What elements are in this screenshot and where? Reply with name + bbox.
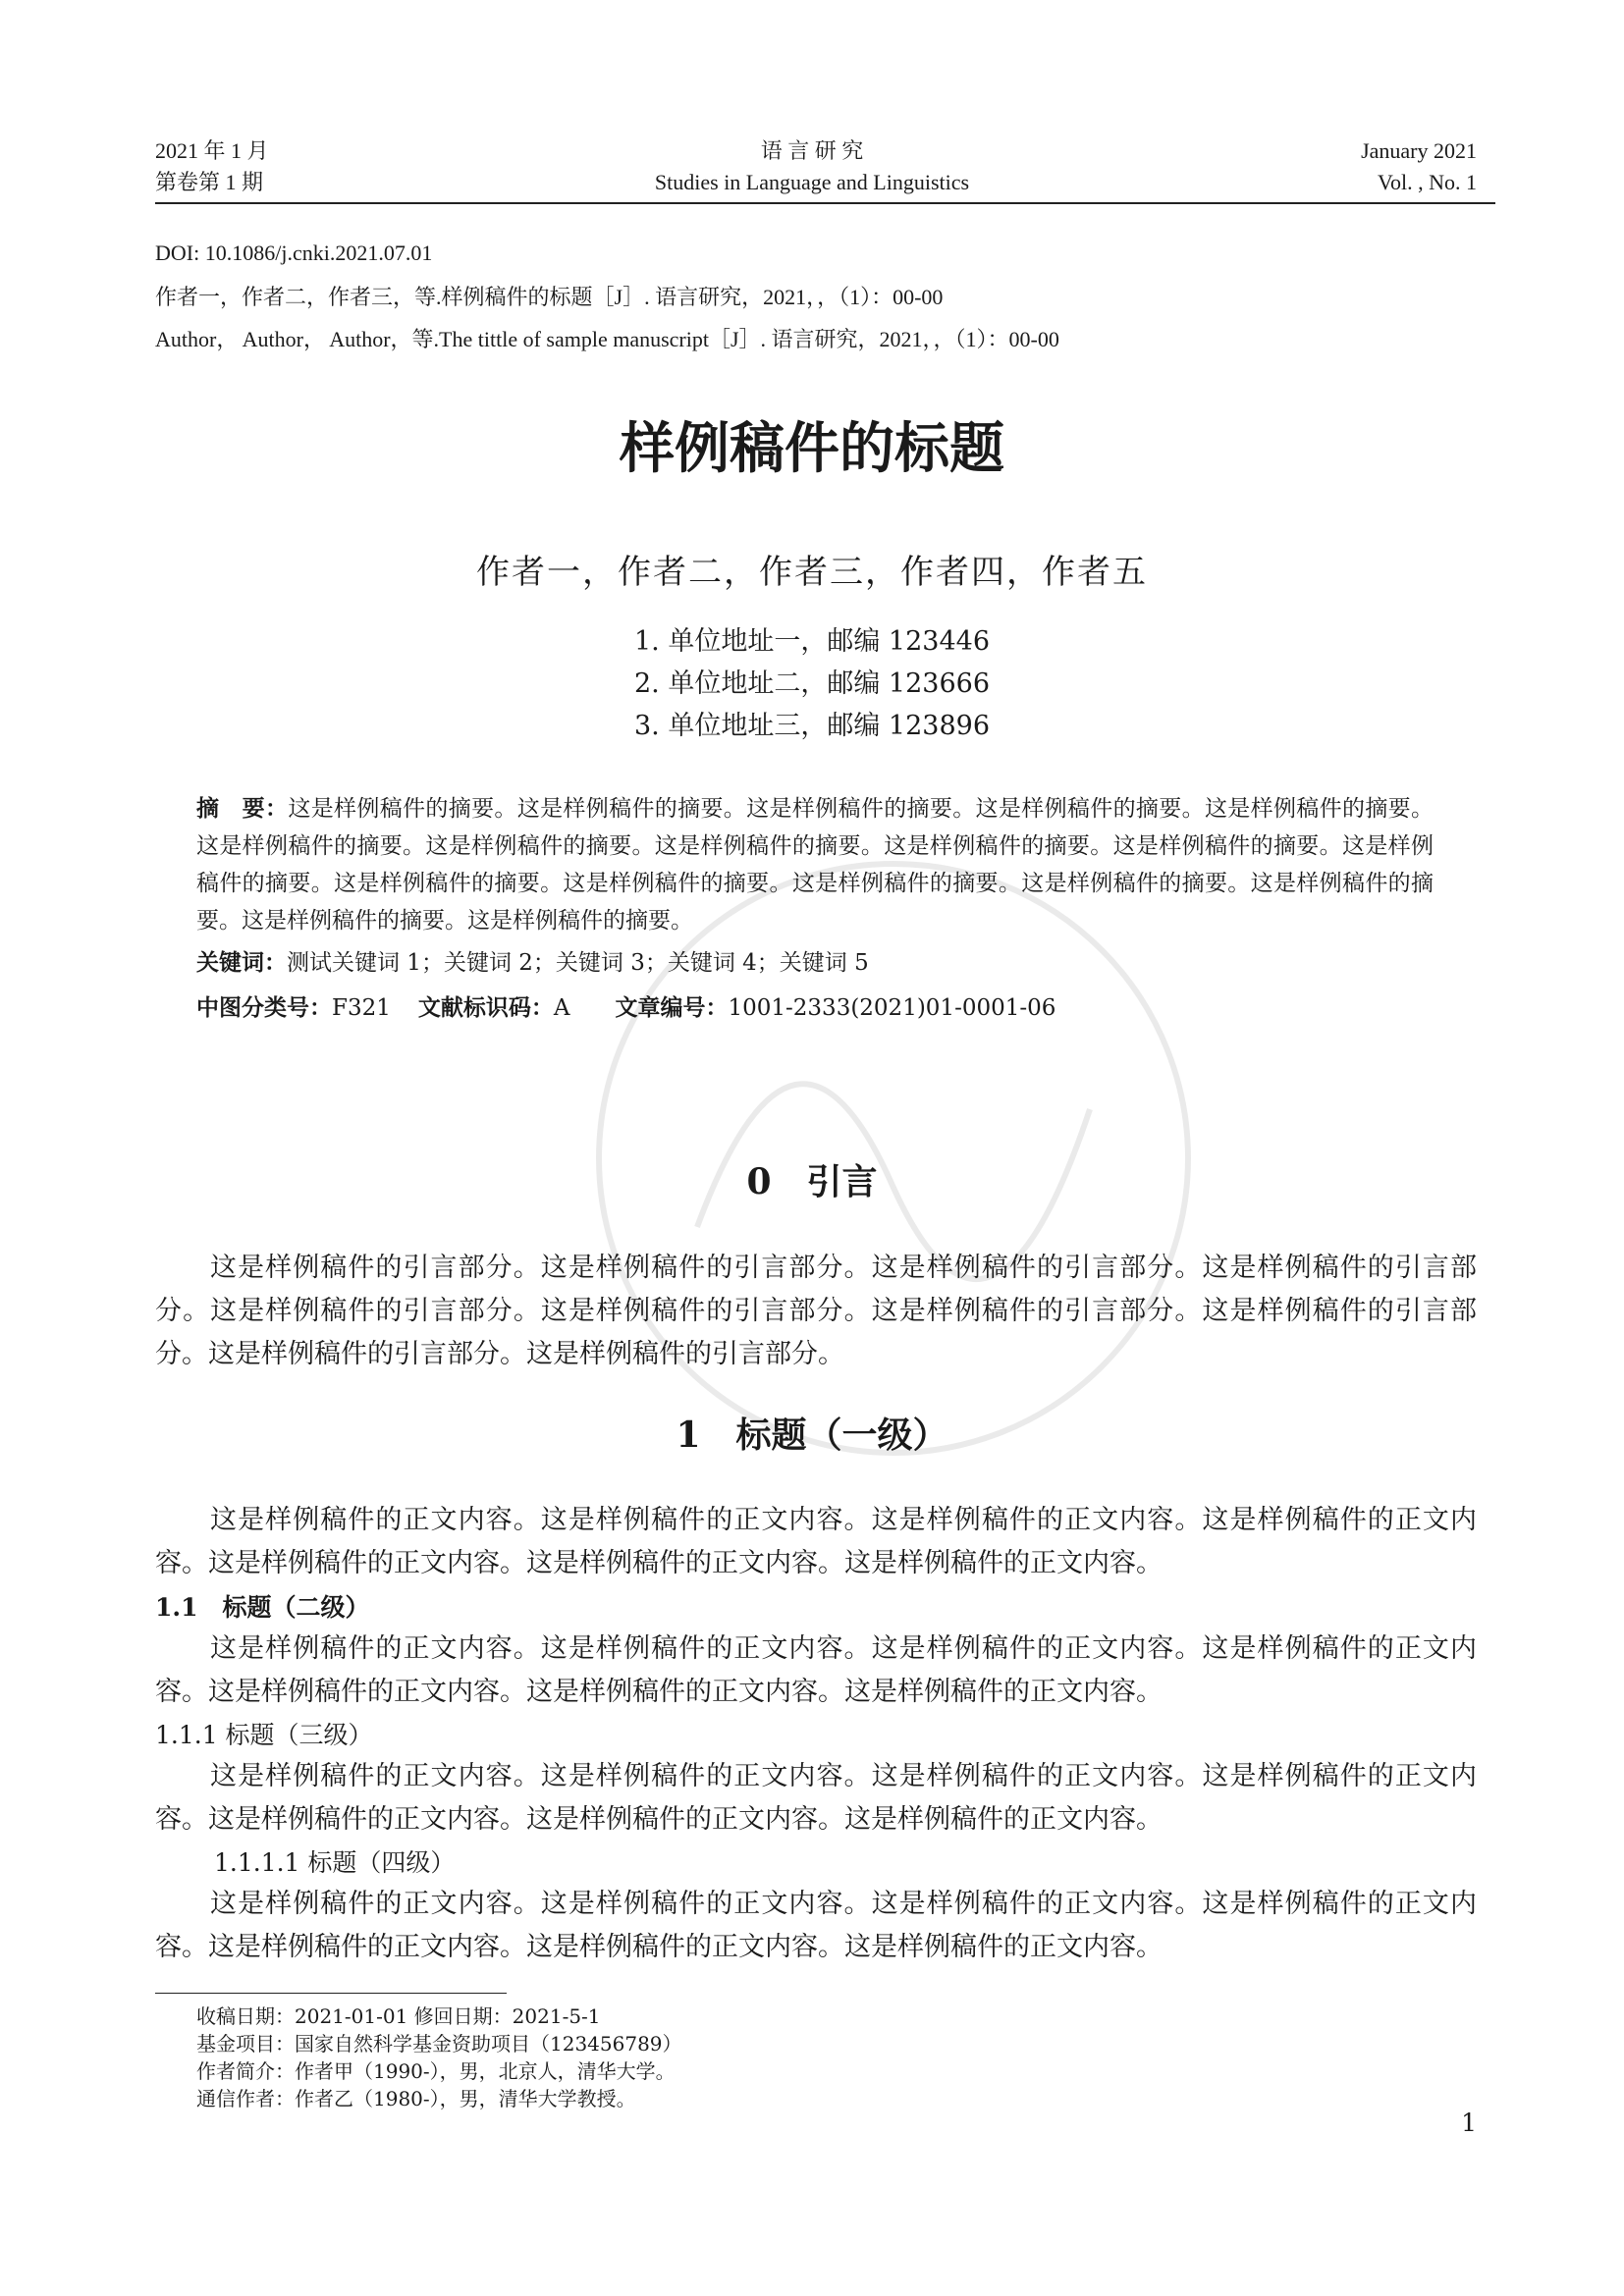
section-0-paragraph: 这是样例稿件的引言部分。这是样例稿件的引言部分。这是样例稿件的引言部分。这是样例稿件的引言部分。这是样例稿件的引言部分。这是样例稿件的引言部分。这是样例稿件的引言部分。这是样例稿件的引言部分。这是样例稿件的引言部分。这是样例稿件的引言部分。 [155,1253,1477,1369]
section-1-1-1-1-paragraph: 这是样例稿件的正文内容。这是样例稿件的正文内容。这是样例稿件的正文内容。这是样例稿件的正文内容。这是样例稿件的正文内容。这是样例稿件的正文内容。这是样例稿件的正文内容。 [155,1889,1477,1962]
doc-code-label: 文献标识码： [417,994,554,1021]
footnote-funding: 基金项目：国家自然科学基金资助项目（123456789） [196,2032,682,2056]
citation-cn: 作者一，作者二，作者三，等.样例稿件的标题［J］. 语言研究，2021，，（1）：00-00 [155,285,944,309]
doc-code-value: A [553,995,570,1021]
doi-line: DOI: 10.1086/j.cnki.2021.07.01 [155,240,433,265]
abstract-text: 这是样例稿件的摘要。这是样例稿件的摘要。这是样例稿件的摘要。这是样例稿件的摘要。这是样例稿件的摘要。这是样例稿件的摘要。这是样例稿件的摘要。这是样例稿件的摘要。这是样例稿件的摘要。这是样例稿件的摘要。这是样例稿件的摘要。这是样例稿件的摘要。这是样例稿件的摘要。这是样例稿件的摘要。这是样例稿件的摘要。这是样例稿件的摘要。这是样例稿件的摘要。这是样例稿件的摘要。 [196,796,1435,934]
footnote-author-bio: 作者简介：作者甲（1990-），男，北京人，清华大学。 [196,2059,676,2083]
citation-en: Author， Author， Author，等.The tittle of sample manuscript［J］. 语言研究，2021，，（1）：00-00 [155,327,1059,351]
header-right [1361,135,1477,198]
header-rule [155,202,1495,204]
section-1-heading: 1 标题（一级） [676,1415,948,1456]
footnote-corresponding: 通信作者：作者乙（1980-），男，清华大学教授。 [196,2087,636,2110]
footnote-received: 收稿日期：2021-01-01 修回日期：2021-5-1 [196,2004,601,2028]
keywords [196,944,1434,982]
journal-name-en: Studies in Language and Linguistics [654,170,970,194]
header-volume-cn: 第卷第 1 期 [155,170,264,194]
section-0-heading: 0 引言 [746,1161,878,1202]
keywords-label: 关键词： [196,949,287,976]
affiliation-2: 2. 单位地址二，邮编 123666 [634,668,990,699]
section-1-1-1-paragraph: 这是样例稿件的正文内容。这是样例稿件的正文内容。这是样例稿件的正文内容。这是样例稿件的正文内容。这是样例稿件的正文内容。这是样例稿件的正文内容。这是样例稿件的正文内容。 [155,1761,1477,1835]
article-number-label: 文章编号： [615,994,729,1021]
clc-value: F321 [332,995,391,1021]
section-1-1-paragraph: 这是样例稿件的正文内容。这是样例稿件的正文内容。这是样例稿件的正文内容。这是样例稿件的正文内容。这是样例稿件的正文内容。这是样例稿件的正文内容。这是样例稿件的正文内容。 [155,1633,1477,1707]
section-1-1-heading: 1.1 标题（二级） [155,1593,370,1622]
section-1-1-1-heading: 1.1.1 标题（三级） [155,1721,373,1749]
page-number: 1 [1461,2109,1477,2137]
keywords-text: 测试关键词 1；关键词 2；关键词 3；关键词 4；关键词 5 [287,950,869,976]
article-number-value: 1001-2333(2021)01-0001-06 [728,995,1056,1021]
abstract [196,790,1434,939]
abstract-label: 摘 要： [196,795,289,822]
header-date-en: January 2021 [1361,138,1477,163]
affiliation-3: 3. 单位地址三，邮编 123896 [634,711,990,741]
section-1-paragraph: 这是样例稿件的正文内容。这是样例稿件的正文内容。这是样例稿件的正文内容。这是样例稿件的正文内容。这是样例稿件的正文内容。这是样例稿件的正文内容。这是样例稿件的正文内容。 [155,1505,1477,1578]
header-volume-en: Vol. , No. 1 [1377,170,1477,194]
author-list: 作者一，作者二，作者三，作者四，作者五 [476,553,1148,592]
header-date-cn: 2021 年 1 月 [155,138,269,163]
classification-line [196,989,1434,1027]
affiliation-1: 1. 单位地址一，邮编 123446 [634,626,990,657]
footnote-rule [155,1993,507,1994]
journal-name-cn: 语 言 研 究 [760,138,864,163]
section-1-1-1-1-heading: 1.1.1.1 标题（四级） [214,1848,456,1877]
clc-label: 中图分类号： [196,994,332,1021]
paper-title: 样例稿件的标题 [620,416,1004,481]
